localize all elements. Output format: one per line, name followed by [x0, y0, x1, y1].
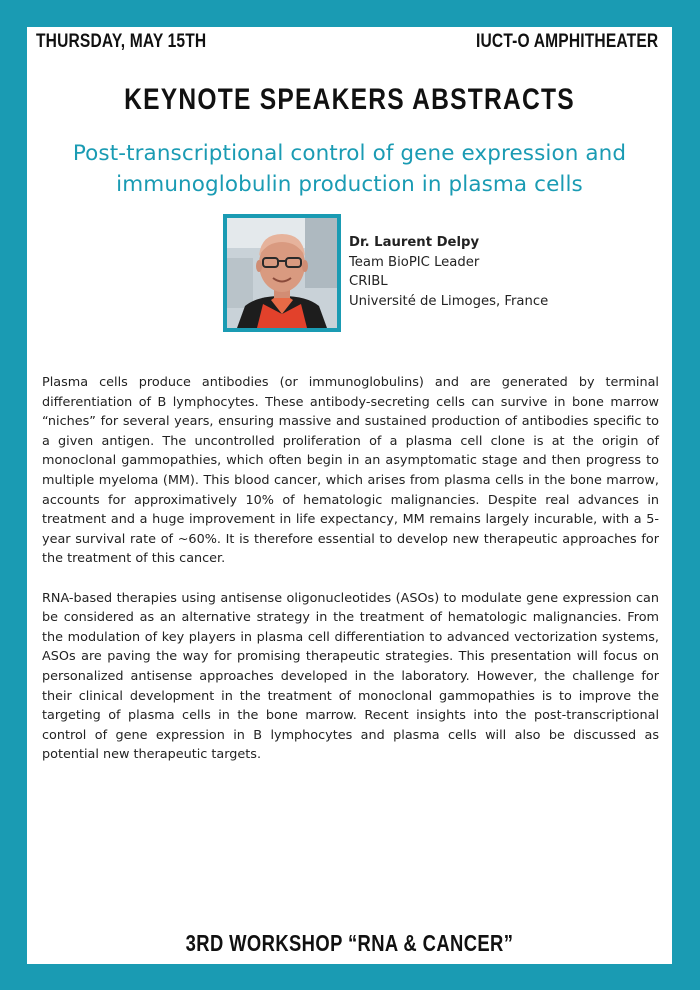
- poster-sheet: [27, 27, 672, 964]
- speaker-info: [349, 233, 548, 311]
- event-date: THURSDAY, MAY 15TH: [36, 31, 207, 52]
- abstract-body: [42, 373, 659, 784]
- talk-title: Post-transcriptional control of gene expression and immunoglobulin production in plasma cells: [72, 141, 627, 197]
- speaker-name: Dr. Laurent Delpy: [349, 235, 480, 250]
- page-title: KEYNOTE SPEAKERS ABSTRACTS: [124, 83, 575, 116]
- speaker-institute: CRIBL: [349, 274, 388, 289]
- event-venue: IUCT-O AMPHITHEATER: [475, 31, 658, 52]
- abstract-paragraph-1: Plasma cells produce antibodies (or immunoglobulins) and are generated by terminal differentiation of B lymphocytes. These antibody-secreting cells can survive in bone marrow “niches” for several years, ensuring massive and sustained production of antibodies specific to a given antigen. The uncontrolled proliferation of a plasma cell clone is at the origin of monoclonal gammopathies, which often begin in an asymptomatic stage and then progress to multiple myeloma (MM). This blood cancer, which arises from plasma cells in the bone marrow, accounts for approximatively 10% of hematologic malignancies. Despite real advances in treatment and a huge improvement in life expectancy, MM remains largely incurable, with a 5-year survival rate of ~60%. It is therefore essential to develop new therapeutic approaches for the treatment of this cancer.: [42, 375, 659, 567]
- speaker-role: Team BioPIC Leader: [349, 254, 480, 270]
- abstract-paragraph-2: RNA-based therapies using antisense oligonucleotides (ASOs) to modulate gene expression can be considered as an alternative strategy in the treatment of hematologic malignancies. From the modulation of key players in plasma cell differentiation to advanced vectorization systems, ASOs are paving the way for promising therapeutic strategies. This presentation will focus on personalized antisense approaches developed in the laboratory. However, the challenge for their clinical development in the treatment of monoclonal gammopathies is to improve the targeting of plasma cells in the bone marrow. Recent insights into the post-transcriptional control of gene expression in B lymphocytes and plasma cells will also be discussed as potential new therapeutic targets.: [42, 590, 659, 763]
- speaker-photo: [223, 214, 341, 332]
- speaker-portrait-image: [227, 218, 337, 328]
- workshop-footer: 3RD WORKSHOP “RNA & CANCER”: [185, 930, 514, 956]
- speaker-university: Université de Limoges, France: [349, 293, 549, 309]
